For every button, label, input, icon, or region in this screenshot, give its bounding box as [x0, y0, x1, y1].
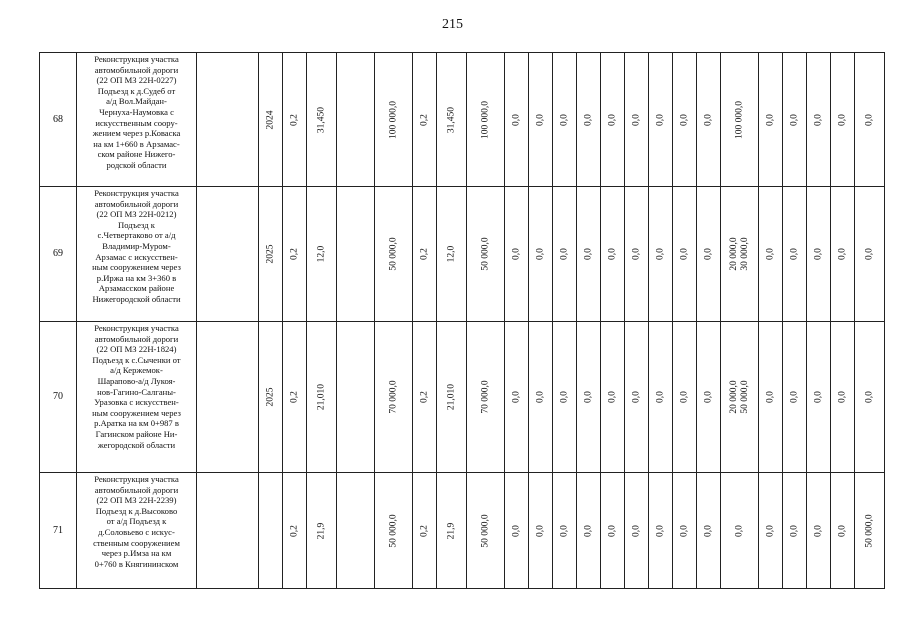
table-cell: [283, 187, 307, 322]
cell-value: 100 000,0: [387, 100, 398, 139]
cell-value: 0,0: [630, 391, 641, 403]
cell-value: 70 000,0: [479, 380, 490, 414]
cell-value: 0,0: [678, 391, 689, 403]
object-name-line: Подъезд к: [118, 219, 155, 230]
cell-value: 0,0: [812, 524, 823, 537]
object-name-line: Реконструкция участка: [94, 54, 179, 64]
cell-value: 0,0: [863, 113, 874, 126]
cell-value: 0,0: [606, 391, 617, 403]
cell-value: 0,0: [654, 248, 665, 260]
cell-value: 100 000,0: [733, 100, 744, 139]
object-name-line: Гагинском районе Ни-: [95, 428, 178, 439]
object-name-line: ственным сооружением: [93, 537, 180, 548]
cell-value: 0,0: [534, 524, 545, 537]
cell-value: 21,9: [445, 522, 456, 539]
cell-value: 0,0: [630, 524, 641, 537]
cell-value: 50 000,0: [387, 237, 398, 271]
cell-value: 0,0: [764, 248, 775, 260]
table-cell: [337, 53, 375, 187]
table-cell: [375, 322, 413, 473]
cell-value: 50 000,0: [739, 380, 750, 414]
table-cell: [529, 187, 553, 322]
cell-value: 0,0: [534, 248, 545, 260]
table-cell: [625, 53, 649, 187]
cell-value: 0,0: [678, 248, 689, 260]
object-name: [77, 53, 197, 187]
object-name-line: автомобильной дороги: [94, 484, 179, 495]
object-name-line: 0+760 в Княгининском: [94, 558, 179, 569]
cell-value: 0,0: [678, 113, 689, 126]
object-name: [77, 473, 197, 589]
table-cell: [337, 322, 375, 473]
object-name-line: Реконструкция участка: [94, 188, 179, 198]
table-cell: [783, 187, 807, 322]
cell-value: 50 000,0: [479, 513, 490, 548]
table-cell: [673, 473, 697, 589]
table-cell: [783, 53, 807, 187]
cell-value: 0,2: [288, 113, 299, 126]
table-cell: [697, 187, 721, 322]
table-cell: [625, 322, 649, 473]
cell-value: 0,0: [558, 391, 569, 403]
cell-value: 0,0: [788, 391, 799, 403]
table-cell: [697, 322, 721, 473]
table-cell: [437, 322, 467, 473]
object-name-line: на км 1+660 в Арзамас-: [93, 138, 180, 149]
cell-value: 0,0: [654, 113, 665, 126]
cell-value: 0,0: [582, 391, 593, 403]
table-cell: [307, 322, 337, 473]
cell-value: 0,0: [863, 391, 874, 403]
table-cell: [855, 187, 885, 322]
object-name-line: Уразовка с искусствен-: [94, 397, 179, 408]
cell-value: 21,010: [315, 383, 326, 411]
object-name-line: (22 ОП МЗ 22Н-0212): [96, 209, 177, 220]
cell-value: 0,0: [702, 391, 713, 403]
table-cell: [807, 473, 831, 589]
table-cell: [807, 322, 831, 473]
object-name-line: р.Иржа на км 3+360 в: [96, 272, 177, 283]
cell-value: 0,0: [558, 113, 569, 126]
cell-value: 21,010: [445, 383, 456, 411]
cell-value: 50 000,0: [387, 513, 398, 548]
cell-value: 0,0: [788, 524, 799, 537]
table-cell: [577, 322, 601, 473]
cell-value: 0,0: [836, 248, 847, 260]
object-name-line: ным сооружением через: [92, 262, 181, 273]
table-cell: [577, 53, 601, 187]
table-cell: [697, 473, 721, 589]
cell-value: 0,0: [812, 248, 823, 260]
table-cell: [721, 53, 759, 187]
table-cell: [437, 473, 467, 589]
table-cell: [649, 187, 673, 322]
cell-value: 0,0: [510, 113, 521, 126]
table-cell: [437, 187, 467, 322]
table-cell: [601, 322, 625, 473]
cell-value: 0,0: [812, 391, 823, 403]
table-cell: [721, 187, 759, 322]
table-cell: [259, 473, 283, 589]
cell-value: 0,0: [812, 113, 823, 126]
table-cell: [649, 322, 673, 473]
object-name-line: от а/д Подъезд к: [106, 516, 167, 527]
object-name-line: Подъезд к д.Судеб от: [97, 85, 176, 96]
table-cell: [673, 53, 697, 187]
table-cell: [759, 53, 783, 187]
cell-value: 0,0: [630, 113, 641, 126]
object-name-line: Владимир-Муром-: [102, 240, 171, 251]
table-cell: [467, 187, 505, 322]
table-cell: [529, 473, 553, 589]
cell-value: 0,0: [654, 391, 665, 403]
table-row: [40, 322, 885, 473]
table-cell: [413, 53, 437, 187]
cell-value: 0,0: [702, 524, 713, 537]
cell-value: 0,0: [510, 524, 521, 537]
object-name-line: ным сооружением через: [92, 407, 181, 418]
table-cell: [467, 53, 505, 187]
object-name-line: Арзамасском районе: [98, 283, 175, 294]
cell-value: 0,2: [418, 524, 429, 537]
cell-value: 0,0: [510, 248, 521, 260]
cell-value: 0,0: [733, 524, 744, 537]
table-cell: [375, 187, 413, 322]
object-name-line: (22 ОП МЗ 22Н-1824): [96, 344, 177, 355]
cell-value: 0,0: [606, 524, 617, 537]
table-cell: [553, 53, 577, 187]
table-cell: [375, 473, 413, 589]
cell-value: 50 000,0: [863, 513, 874, 548]
table-cell: [283, 53, 307, 187]
table-cell: [855, 473, 885, 589]
object-name-line: жением через р.Коваска: [92, 128, 181, 139]
table-cell: [467, 322, 505, 473]
cell-value: 0,0: [630, 248, 641, 260]
cell-value: 0,2: [418, 248, 429, 260]
table-cell: [759, 187, 783, 322]
cell-value: 0,0: [534, 113, 545, 126]
cell-value: 0,0: [702, 248, 713, 260]
cell-value: 0,0: [534, 391, 545, 403]
table-cell: [283, 473, 307, 589]
table-cell: [553, 187, 577, 322]
cell-value: 0,0: [863, 248, 874, 260]
cell-value: 12,0: [445, 245, 456, 263]
table-cell: [413, 473, 437, 589]
object-name: [77, 187, 197, 322]
table-cell: [649, 473, 673, 589]
object-name-line: Реконструкция участка: [94, 474, 179, 484]
cell-value: 70 000,0: [387, 380, 398, 414]
table-cell: [697, 53, 721, 187]
table-cell: [577, 473, 601, 589]
object-name-line: автомобильной дороги: [94, 64, 179, 75]
cell-value: 0,0: [702, 113, 713, 126]
table-cell: [855, 53, 885, 187]
table-cell: [505, 187, 529, 322]
object-name-line: Нижегородской области: [92, 293, 181, 304]
object-name-line: автомобильной дороги: [94, 333, 179, 344]
row-number: 71: [40, 473, 77, 589]
table-cell: [601, 187, 625, 322]
object-name-line: ском районе Нижего-: [97, 149, 176, 160]
table-cell: [197, 53, 259, 187]
table-cell: [831, 473, 855, 589]
table-cell: [759, 473, 783, 589]
object-name-line: Реконструкция участка: [94, 323, 179, 333]
table-cell: [721, 473, 759, 589]
table-cell: [307, 473, 337, 589]
cell-value: 20 000,0: [728, 237, 739, 271]
cell-value: 0,0: [836, 113, 847, 126]
cell-value: 0,0: [582, 248, 593, 260]
object-name-line: Подъезд к д.Высоково: [95, 505, 178, 516]
table-cell: [375, 53, 413, 187]
cell-value: 0,0: [558, 248, 569, 260]
cell-value: 31,450: [315, 106, 326, 133]
cell-value: 0,0: [582, 113, 593, 126]
cell-value: 2025: [264, 387, 275, 407]
object-name-line: искусственным соору-: [95, 117, 178, 128]
table-cell: [505, 322, 529, 473]
cell-value: 0,0: [678, 524, 689, 537]
cell-value: 0,0: [510, 391, 521, 403]
table-cell: [625, 187, 649, 322]
table-cell: [807, 53, 831, 187]
table-cell: [529, 322, 553, 473]
table-cell: [505, 53, 529, 187]
object-name-line: а/д Кержемок-: [110, 365, 163, 376]
cell-value: 2024: [264, 110, 275, 129]
cell-value: 0,2: [418, 113, 429, 126]
table-row: [40, 473, 885, 589]
cell-value: 0,0: [764, 113, 775, 126]
object-name-line: родской области: [106, 159, 167, 170]
page-number: 215: [442, 17, 463, 32]
table-cell: [831, 187, 855, 322]
table-cell: [467, 473, 505, 589]
cell-value: 0,2: [288, 391, 299, 403]
cell-value: 0,2: [288, 248, 299, 260]
table-cell: [283, 322, 307, 473]
cell-value: 0,0: [788, 113, 799, 126]
table-cell: [505, 473, 529, 589]
table-cell: [831, 53, 855, 187]
table-row: [40, 187, 885, 322]
object-name-line: с.Четвертаково от а/д: [97, 230, 176, 241]
cell-value: 0,2: [418, 391, 429, 403]
table-cell: [673, 187, 697, 322]
object-name-line: Шарапово-а/д Лукоя-: [97, 375, 176, 386]
object-name-line: (22 ОП МЗ 22Н-0227): [96, 75, 177, 86]
cell-value: 0,0: [558, 524, 569, 537]
object-name-line: через р.Имза на км: [101, 548, 172, 559]
table-cell: [601, 473, 625, 589]
table-cell: [831, 322, 855, 473]
cell-value: 2025: [264, 244, 275, 264]
table-cell: [413, 187, 437, 322]
cell-value: 20 000,0: [728, 380, 739, 414]
table-cell: [601, 53, 625, 187]
cell-value: 0,0: [764, 391, 775, 403]
cell-value: 0,0: [582, 524, 593, 537]
cell-value: 0,0: [654, 524, 665, 537]
object-name-line: Арзамас с искусствен-: [95, 251, 178, 262]
row-number: 69: [40, 187, 77, 322]
cell-value: 0,0: [836, 391, 847, 403]
cell-value: 50 000,0: [479, 237, 490, 271]
table-cell: [553, 322, 577, 473]
table-cell: [259, 53, 283, 187]
cell-value: 0,0: [836, 524, 847, 537]
cell-value: 100 000,0: [479, 100, 490, 139]
cell-value: 30 000,0: [739, 237, 750, 271]
row-number: 70: [40, 322, 77, 473]
cell-value: 0,0: [788, 248, 799, 260]
table-cell: [759, 322, 783, 473]
table-cell: [307, 187, 337, 322]
table-cell: [337, 473, 375, 589]
cell-value: 0,2: [288, 524, 299, 537]
object-name-line: жегородской области: [97, 439, 176, 450]
cell-value: 0,0: [606, 113, 617, 126]
table-cell: [437, 53, 467, 187]
table-cell: [197, 187, 259, 322]
table-cell: [783, 322, 807, 473]
table-cell: [259, 322, 283, 473]
table-cell: [625, 473, 649, 589]
cell-value: 0,0: [764, 524, 775, 537]
data-table: [39, 52, 874, 589]
table-cell: [783, 473, 807, 589]
cell-value: 0,0: [606, 248, 617, 260]
table-cell: [553, 473, 577, 589]
table-cell: [649, 53, 673, 187]
table-row: [40, 53, 885, 187]
object-name-line: (22 ОП МЗ 22Н-2239): [96, 495, 177, 506]
object-name-line: р.Аратка на км 0+987 в: [94, 418, 179, 429]
table-cell: [197, 473, 259, 589]
object-name-line: Подъезд к с.Сыченки от: [92, 354, 181, 365]
table-cell: [807, 187, 831, 322]
cell-value: 12,0: [315, 245, 326, 263]
table-cell: [197, 322, 259, 473]
cell-value: 31,450: [445, 106, 456, 133]
object-name-line: автомобильной дороги: [94, 198, 179, 209]
table-cell: [721, 322, 759, 473]
table-cell: [413, 322, 437, 473]
object-name-line: а/д Вол.Майдан-: [106, 96, 167, 107]
object-name-line: Чернуха-Наумовка с: [99, 106, 174, 117]
table-cell: [673, 322, 697, 473]
object-name: [77, 322, 197, 473]
object-name-line: д.Соловьево с искус-: [98, 526, 175, 537]
table-cell: [259, 187, 283, 322]
table-cell: [855, 322, 885, 473]
table-cell: [577, 187, 601, 322]
row-number: 68: [40, 53, 77, 187]
cell-value: 21,9: [315, 522, 326, 539]
table-cell: [529, 53, 553, 187]
table-cell: [337, 187, 375, 322]
table-cell: [307, 53, 337, 187]
object-name-line: нов-Гагино-Салганы-: [97, 386, 176, 397]
